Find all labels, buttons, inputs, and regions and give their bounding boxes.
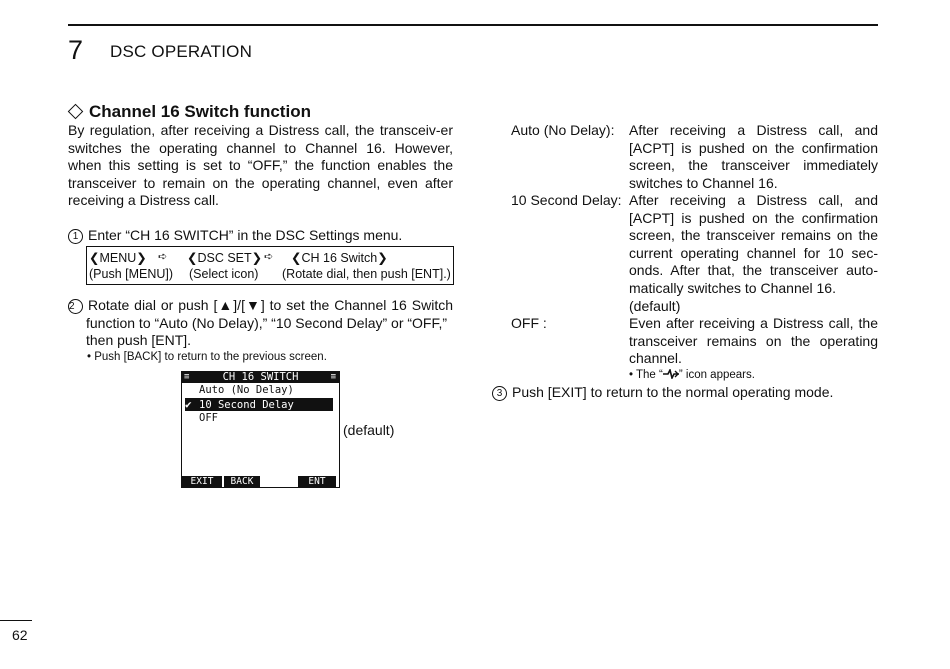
lcd-title-bar	[182, 372, 339, 383]
exit-softkey[interactable]: EXIT	[182, 476, 222, 487]
term-10-second: 10 Second Delay:	[511, 192, 622, 208]
lcd-option[interactable]: Auto (No Delay)	[199, 384, 294, 396]
def-auto: After receiving a Distress call, and [ACPT] is pushed on the confirmation screen, the transceiver immediately switches to Channel 16.	[629, 122, 878, 191]
back-softkey[interactable]: BACK	[224, 476, 260, 487]
step-2-note: • Push [BACK] to return to the previous screen.	[87, 351, 327, 363]
header-rule	[68, 24, 878, 26]
check-icon: ✔	[185, 398, 192, 411]
dsc-set-key: ❮DSC SET❯	[187, 251, 263, 265]
distress-icon	[663, 369, 679, 379]
step-1: 1 Enter “CH 16 SWITCH” in the DSC Settings menu.	[68, 227, 402, 245]
menu-path-box	[86, 246, 454, 285]
lcd-option[interactable]: OFF	[199, 412, 218, 424]
default-label: (default)	[629, 297, 681, 314]
lcd-screen	[181, 371, 340, 488]
chapter-number: 7	[68, 35, 84, 65]
menu-caption-2: (Select icon)	[189, 267, 259, 281]
menu-key: ❮MENU❯	[89, 251, 147, 265]
lcd-title: CH 16 SWITCH	[222, 371, 299, 383]
page-number-rule	[0, 620, 32, 621]
page-number: 62	[12, 627, 28, 643]
chapter-title: DSC OPERATION	[110, 42, 253, 61]
step-number-1: 1	[68, 229, 83, 244]
diamond-icon	[68, 104, 84, 120]
menu-caption-1: (Push [MENU])	[89, 267, 174, 281]
menu-icon: ≡	[184, 372, 190, 382]
section-title: Channel 16 Switch function	[68, 102, 311, 122]
term-off: OFF :	[511, 315, 547, 331]
menu-caption-3: (Rotate dial, then push [ENT].)	[282, 267, 451, 281]
lcd-option-selected[interactable]: ✔ 10 Second Delay	[185, 398, 333, 411]
step-3: 3 Push [EXIT] to return to the normal operating mode.	[492, 384, 833, 402]
arrow-icon: ➪	[264, 251, 274, 263]
arrow-icon: ➪	[158, 251, 168, 263]
default-caption: (default)	[343, 422, 395, 438]
step-2: 2 Rotate dial or push [▲]/[▼] to set the Channel 16 Switch function to “Auto (No Delay),” “10 Second Delay” or “OFF,” then push [ENT].	[69, 297, 453, 349]
icon-note: • The “ ” icon appears.	[629, 369, 755, 381]
def-10-second: After receiving a Distress call, and [ACPT] is pushed on the confirmation screen, the transceiver remains on the current operating channel for 10 sec-onds. After that, the transceiver auto-matically switches to Channel 16. (default)	[629, 192, 878, 314]
term-auto: Auto (No Delay):	[511, 122, 615, 138]
def-off: Even after receiving a Distress call, the transceiver remains on the operating channel.	[629, 315, 878, 367]
ch16-switch-key: ❮CH 16 Switch❯	[291, 251, 388, 265]
ent-softkey[interactable]: ENT	[298, 476, 336, 487]
intro-paragraph: By regulation, after receiving a Distress call, the transceiv-er switches the operating channel to Channel 16. However, when this setting is set to “OFF,” the function enables the transceiver to remain on the operating channel, even after receiving a Distress call.	[68, 122, 453, 209]
step-number-2: 2	[68, 299, 83, 314]
menu-icon: ≡	[330, 372, 336, 382]
step-number-3: 3	[492, 386, 507, 401]
